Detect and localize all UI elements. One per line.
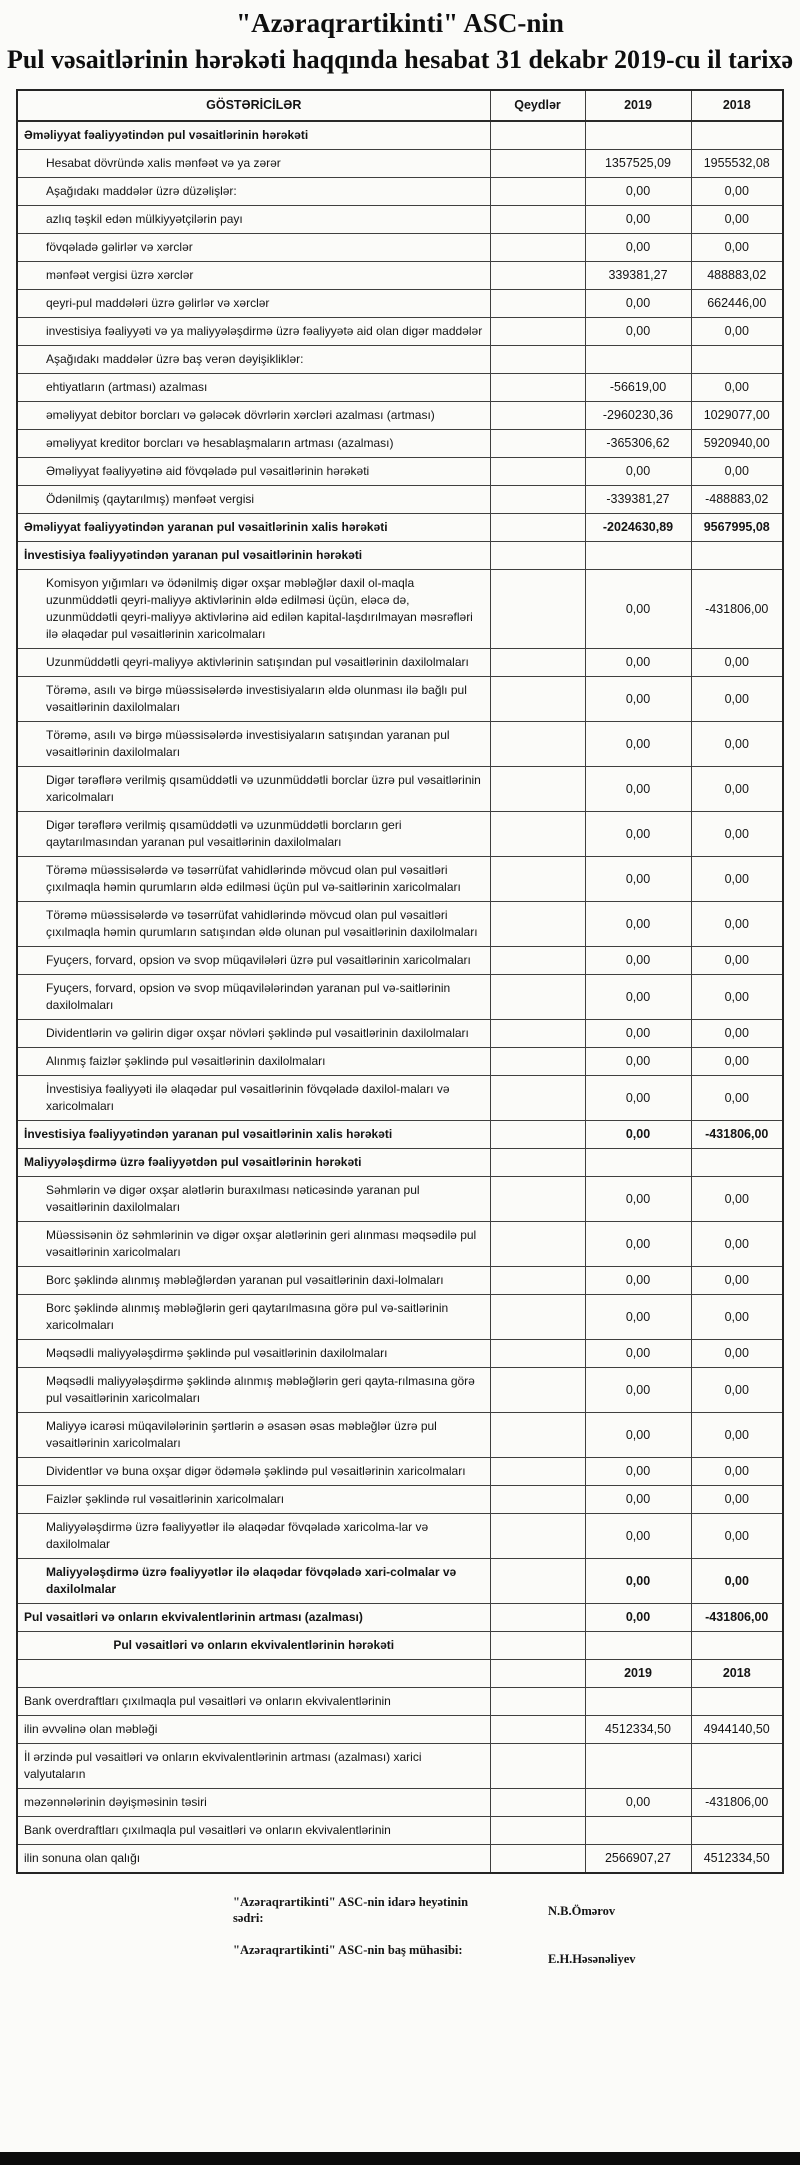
row-value-2019: -2960230,36 [585, 402, 691, 430]
row-value-2018: 4944140,50 [691, 1716, 783, 1744]
cash-flow-table [16, 89, 784, 1874]
row-value-2019: 0,00 [585, 975, 691, 1020]
row-value-2019: 0,00 [585, 206, 691, 234]
row-value-2018: -431806,00 [691, 1604, 783, 1632]
table-row [17, 1413, 783, 1458]
row-value-2018: 0,00 [691, 812, 783, 857]
row-value-2019: 4512334,50 [585, 1716, 691, 1744]
row-note-value [490, 677, 585, 722]
row-value-2019: 0,00 [585, 1121, 691, 1149]
row-value-2019: 339381,27 [585, 262, 691, 290]
row-note-value [490, 402, 585, 430]
row-indicator-label: mənfəət vergisi üzrə xərclər [17, 262, 490, 290]
row-value-2019 [585, 1744, 691, 1789]
row-note-value [490, 234, 585, 262]
table-row [17, 767, 783, 812]
row-note-value [490, 1660, 585, 1688]
signature-row-chairman [233, 1894, 800, 1926]
row-value-2019: 1357525,09 [585, 150, 691, 178]
row-indicator-label: Törəmə, asılı və birgə müəssisələrdə investisiyaların əldə olunması ilə bağlı pul vəsaitlərinin daxilolmaları [17, 677, 490, 722]
table-row [17, 318, 783, 346]
row-note-value [490, 1817, 585, 1845]
row-value-2019 [585, 1632, 691, 1660]
row-note-value [490, 767, 585, 812]
row-value-2019: 0,00 [585, 857, 691, 902]
row-note-value [490, 1845, 585, 1874]
row-indicator-label: əməliyyat kreditor borcları və hesablaşmaların artması (azalması) [17, 430, 490, 458]
table-row [17, 1340, 783, 1368]
row-note-value [490, 514, 585, 542]
table-row [17, 1295, 783, 1340]
accountant-name: E.H.Həsənəliyev [548, 1952, 636, 1966]
row-note-value [490, 975, 585, 1020]
row-value-2019: 0,00 [585, 1368, 691, 1413]
row-value-2018 [691, 542, 783, 570]
table-row [17, 1486, 783, 1514]
row-note-value [490, 1177, 585, 1222]
table-row [17, 1267, 783, 1295]
row-value-2019: 0,00 [585, 1295, 691, 1340]
row-indicator-label: Digər tərəflərə verilmiş qısamüddətli və uzunmüddətli borcların geri qaytarılmasından yaranan pul vəsaitlərinin daxilolmaları [17, 812, 490, 857]
table-row [17, 458, 783, 486]
row-indicator-label: Əməliyyat fəaliyyətindən yaranan pul vəsaitlərinin xalis hərəkəti [17, 514, 490, 542]
row-value-2018: 5920940,00 [691, 430, 783, 458]
row-value-2018: 0,00 [691, 767, 783, 812]
table-row [17, 722, 783, 767]
table-row [17, 1177, 783, 1222]
row-value-2019: 0,00 [585, 1177, 691, 1222]
row-note-value [490, 1020, 585, 1048]
row-note-value [490, 649, 585, 677]
row-note-value [490, 1716, 585, 1744]
table-row [17, 514, 783, 542]
row-note-value [490, 1121, 585, 1149]
row-note-value [490, 1340, 585, 1368]
row-note-value [490, 812, 585, 857]
row-note-value [490, 206, 585, 234]
row-note-value [490, 857, 585, 902]
row-value-2018: 0,00 [691, 458, 783, 486]
row-indicator-label: ilin sonuna olan qalığı [17, 1845, 490, 1874]
row-indicator-label: Dividentlər və buna oxşar digər ödəmələ şəklində pul vəsaitlərinin xaricolmaları [17, 1458, 490, 1486]
row-note-value [490, 1744, 585, 1789]
row-note-value [490, 1295, 585, 1340]
table-row [17, 1559, 783, 1604]
row-note-value [490, 570, 585, 649]
row-note-value [490, 1514, 585, 1559]
table-row [17, 1048, 783, 1076]
table-row [17, 1020, 783, 1048]
table-row [17, 1789, 783, 1817]
row-value-2018 [691, 1688, 783, 1716]
row-value-2018: 0,00 [691, 1267, 783, 1295]
row-value-2018: 0,00 [691, 1076, 783, 1121]
row-value-2019 [585, 542, 691, 570]
row-indicator-label: Aşağıdakı maddələr üzrə baş verən dəyişikliklər: [17, 346, 490, 374]
row-value-2019: 0,00 [585, 1789, 691, 1817]
row-note-value [490, 947, 585, 975]
row-note-value [490, 722, 585, 767]
row-note-value [490, 1149, 585, 1177]
row-note-value [490, 1368, 585, 1413]
row-value-2018: 0,00 [691, 234, 783, 262]
table-row [17, 1514, 783, 1559]
row-indicator-label: İnvestisiya fəaliyyəti ilə əlaqədar pul vəsaitlərinin fövqəladə daxilol-maları və xaricolmaları [17, 1076, 490, 1121]
chairman-label: "Azəraqrartikinti" ASC-nin idarə heyətinin sədri: [233, 1895, 469, 1925]
row-note-value [490, 121, 585, 150]
table-row [17, 1222, 783, 1267]
row-value-2019: 0,00 [585, 1267, 691, 1295]
row-value-2019: 0,00 [585, 1020, 691, 1048]
row-value-2019 [585, 1817, 691, 1845]
row-note-value [490, 1789, 585, 1817]
table-row [17, 1744, 783, 1789]
table-row [17, 262, 783, 290]
row-indicator-label: Səhmlərin və digər oxşar alətlərin buraxılması nəticəsində yaranan pul vəsaitlərinin daxilolmaları [17, 1177, 490, 1222]
row-value-2018: -488883,02 [691, 486, 783, 514]
row-value-2019: 0,00 [585, 767, 691, 812]
column-header-indicators: GÖSTƏRİCİLƏR [17, 90, 490, 121]
row-value-2018: 0,00 [691, 1048, 783, 1076]
row-value-2018: 0,00 [691, 1020, 783, 1048]
report-subtitle: Pul vəsaitlərinin hərəkəti haqqında hesabat 31 dekabr 2019-cu il tarixə [6, 45, 794, 74]
row-note-value [490, 902, 585, 947]
row-note-value [490, 1604, 585, 1632]
row-indicator-label: Maliyyələşdirmə üzrə fəaliyyətdən pul vəsaitlərinin hərəkəti [17, 1149, 490, 1177]
table-row [17, 1604, 783, 1632]
row-value-2019: 0,00 [585, 1486, 691, 1514]
row-value-2018: -431806,00 [691, 1789, 783, 1817]
row-value-2018: 0,00 [691, 374, 783, 402]
table-row [17, 1368, 783, 1413]
row-indicator-label: fövqəladə gəlirlər və xərclər [17, 234, 490, 262]
row-value-2019: 0,00 [585, 234, 691, 262]
row-value-2019: 0,00 [585, 1413, 691, 1458]
row-value-2019: 0,00 [585, 1559, 691, 1604]
row-indicator-label: Maliyyələşdirmə üzrə fəaliyyətlər ilə əlaqədar fövqəladə xaricolma-lar və daxilolmalar [17, 1514, 490, 1559]
row-value-2019 [585, 346, 691, 374]
table-row [17, 1817, 783, 1845]
signature-row-accountant [233, 1942, 800, 1967]
row-value-2018: 1029077,00 [691, 402, 783, 430]
row-indicator-label: Məqsədli maliyyələşdirmə şəklində pul vəsaitlərinin daxilolmaları [17, 1340, 490, 1368]
row-value-2018: 0,00 [691, 902, 783, 947]
row-value-2019: 0,00 [585, 677, 691, 722]
row-indicator-label: Ödənilmiş (qaytarılmış) mənfəət vergisi [17, 486, 490, 514]
table-row [17, 402, 783, 430]
row-value-2019: -365306,62 [585, 430, 691, 458]
row-value-2018: 2018 [691, 1660, 783, 1688]
table-row [17, 178, 783, 206]
company-name-title: "Azəraqrartikinti" ASC-nin [236, 8, 564, 38]
row-indicator-label: İl ərzində pul vəsaitləri və onların ekvivalentlərinin artması (azalması) xarici valyutaların [17, 1744, 490, 1789]
row-indicator-label [17, 1660, 490, 1688]
row-value-2018 [691, 1632, 783, 1660]
row-note-value [490, 1222, 585, 1267]
column-header-notes: Qeydlər [490, 90, 585, 121]
row-note-value [490, 290, 585, 318]
row-indicator-label: Alınmış faizlər şəklində pul vəsaitlərinin daxilolmaları [17, 1048, 490, 1076]
row-indicator-label: qeyri-pul maddələri üzrə gəlirlər və xərclər [17, 290, 490, 318]
row-value-2018: 0,00 [691, 1413, 783, 1458]
table-row [17, 374, 783, 402]
row-indicator-label: Pul vəsaitləri və onların ekvivalentlərinin hərəkəti [17, 1632, 490, 1660]
row-value-2019: 0,00 [585, 1340, 691, 1368]
table-row [17, 486, 783, 514]
row-note-value [490, 374, 585, 402]
row-value-2019: 0,00 [585, 1604, 691, 1632]
row-value-2018: 0,00 [691, 1177, 783, 1222]
row-value-2018: 0,00 [691, 1340, 783, 1368]
table-row [17, 150, 783, 178]
signature-block [233, 1894, 800, 1967]
row-indicator-label: Fyuçers, forvard, opsion və svop müqavilələrindən yaranan pul və-saitlərinin daxilolmaları [17, 975, 490, 1020]
row-value-2018: 0,00 [691, 857, 783, 902]
table-row [17, 857, 783, 902]
row-value-2018: 0,00 [691, 1458, 783, 1486]
row-value-2019: 0,00 [585, 178, 691, 206]
row-value-2018: 0,00 [691, 649, 783, 677]
row-value-2018: 488883,02 [691, 262, 783, 290]
row-value-2019: 0,00 [585, 1514, 691, 1559]
row-value-2018: 0,00 [691, 677, 783, 722]
row-note-value [490, 1413, 585, 1458]
chairman-name: N.B.Ömərov [548, 1904, 616, 1918]
row-value-2018: 0,00 [691, 1486, 783, 1514]
accountant-label: "Azəraqrartikinti" ASC-nin baş mühasibi: [233, 1943, 463, 1957]
row-indicator-label: investisiya fəaliyyəti və ya maliyyələşdirmə üzrə fəaliyyətə aid olan digər maddələr [17, 318, 490, 346]
row-note-value [490, 150, 585, 178]
row-indicator-label: Dividentlərin və gəlirin digər oxşar növləri şəklində pul vəsaitlərinin daxilolmaları [17, 1020, 490, 1048]
row-value-2018 [691, 1149, 783, 1177]
row-value-2018: 0,00 [691, 1368, 783, 1413]
row-indicator-label: əməliyyat debitor borcları və gələcək dövrlərin xərcləri azalması (artması) [17, 402, 490, 430]
row-note-value [490, 1632, 585, 1660]
table-row [17, 902, 783, 947]
column-header-2018: 2018 [691, 90, 783, 121]
row-value-2018: 0,00 [691, 722, 783, 767]
table-row [17, 1716, 783, 1744]
row-indicator-label: Borc şəklində alınmış məbləğlərdən yaranan pul vəsaitlərinin daxi-lolmaları [17, 1267, 490, 1295]
row-indicator-label: azlıq təşkil edən mülkiyyətçilərin payı [17, 206, 490, 234]
row-indicator-label: Törəmə müəssisələrdə və təsərrüfat vahidlərində mövcud olan pul vəsaitləri çıxılmaqla həmin qurumların əldə edilməsi üçün pul və-saitlərinin xaricolmaları [17, 857, 490, 902]
table-row [17, 346, 783, 374]
row-value-2018: 0,00 [691, 947, 783, 975]
row-value-2019: 2019 [585, 1660, 691, 1688]
table-row [17, 206, 783, 234]
row-note-value [490, 542, 585, 570]
table-row [17, 1149, 783, 1177]
table-row [17, 812, 783, 857]
row-note-value [490, 1559, 585, 1604]
row-indicator-label: Uzunmüddətli qeyri-maliyyə aktivlərinin satışından pul vəsaitlərinin daxilolmaları [17, 649, 490, 677]
row-value-2018: 0,00 [691, 1295, 783, 1340]
row-indicator-label: Komisyon yığımları və ödənilmiş digər oxşar məbləğlər daxil ol-maqla uzunmüddətli qeyri-maliyyə aktivlərinin əldə edilməsi üçün, eləcə də, uzunmüddətli qeyri-maliyyə aktivlərinə aid edilən kapital-laşdırılmayan məsrəfləri ilə əlaqədar pul vəsaitlərinin xaricolmaları [17, 570, 490, 649]
row-value-2018: 0,00 [691, 1559, 783, 1604]
table-row [17, 1458, 783, 1486]
row-indicator-label: məzənnələrinin dəyişməsinin təsiri [17, 1789, 490, 1817]
table-row [17, 290, 783, 318]
row-note-value [490, 262, 585, 290]
table-row [17, 975, 783, 1020]
row-indicator-label: ehtiyatların (artması) azalması [17, 374, 490, 402]
row-indicator-label: Pul vəsaitləri və onların ekvivalentlərinin artması (azalması) [17, 1604, 490, 1632]
table-row [17, 1076, 783, 1121]
row-note-value [490, 178, 585, 206]
row-value-2019: -56619,00 [585, 374, 691, 402]
row-note-value [490, 1076, 585, 1121]
table-row [17, 1845, 783, 1874]
row-value-2019: -2024630,89 [585, 514, 691, 542]
row-value-2018: -431806,00 [691, 570, 783, 649]
row-value-2018: 0,00 [691, 206, 783, 234]
row-value-2019 [585, 1688, 691, 1716]
row-indicator-label: Maliyyələşdirmə üzrə fəaliyyətlər ilə əlaqədar fövqəladə xari-colmalar və daxilolmalar [17, 1559, 490, 1604]
row-note-value [490, 1048, 585, 1076]
row-indicator-label: Müəssisənin öz səhmlərinin və digər oxşar alətlərinin geri alınması məqsədilə pul vəsaitlərinin xaricolmaları [17, 1222, 490, 1267]
table-row [17, 234, 783, 262]
table-row [17, 947, 783, 975]
row-value-2019: 0,00 [585, 1048, 691, 1076]
row-value-2018: -431806,00 [691, 1121, 783, 1149]
row-indicator-label: Digər tərəflərə verilmiş qısamüddətli və uzunmüddətli borclar üzrə pul vəsaitlərinin xaricolmaları [17, 767, 490, 812]
row-value-2019: 0,00 [585, 1076, 691, 1121]
row-value-2019: 0,00 [585, 290, 691, 318]
row-note-value [490, 1458, 585, 1486]
row-note-value [490, 486, 585, 514]
row-value-2018: 1955532,08 [691, 150, 783, 178]
row-note-value [490, 1486, 585, 1514]
row-indicator-label: İnvestisiya fəaliyyətindən yaranan pul vəsaitlərinin xalis hərəkəti [17, 1121, 490, 1149]
row-indicator-label: Əməliyyat fəaliyyətindən pul vəsaitlərinin hərəkəti [17, 121, 490, 150]
table-row [17, 121, 783, 150]
row-value-2019: 0,00 [585, 570, 691, 649]
row-indicator-label: Bank overdraftları çıxılmaqla pul vəsaitləri və onların ekvivalentlərinin [17, 1688, 490, 1716]
row-value-2019: -339381,27 [585, 486, 691, 514]
row-note-value [490, 318, 585, 346]
table-row [17, 1632, 783, 1660]
scan-bottom-bar [0, 2152, 800, 2165]
row-indicator-label: İnvestisiya fəaliyyətindən yaranan pul vəsaitlərinin hərəkəti [17, 542, 490, 570]
row-value-2019: 0,00 [585, 902, 691, 947]
table-row [17, 430, 783, 458]
row-indicator-label: Borc şəklində alınmış məbləğlərin geri qaytarılmasına görə pul və-saitlərinin xaricolmaları [17, 1295, 490, 1340]
row-value-2018: 0,00 [691, 1222, 783, 1267]
row-value-2018 [691, 1817, 783, 1845]
row-note-value [490, 1267, 585, 1295]
row-note-value [490, 1688, 585, 1716]
report-title [0, 0, 800, 80]
table-row [17, 1688, 783, 1716]
table-row [17, 570, 783, 649]
row-value-2019: 0,00 [585, 1458, 691, 1486]
row-value-2019: 0,00 [585, 318, 691, 346]
row-value-2018: 4512334,50 [691, 1845, 783, 1874]
row-value-2019 [585, 1149, 691, 1177]
table-row [17, 1121, 783, 1149]
row-value-2018: 0,00 [691, 178, 783, 206]
row-value-2019: 0,00 [585, 1222, 691, 1267]
row-indicator-label: Maliyyə icarəsi müqavilələrinin şərtlərin ə əsasən əsas məbləğlər üzrə pul vəsaitlərinin xaricolmaları [17, 1413, 490, 1458]
row-value-2018 [691, 1744, 783, 1789]
row-value-2019: 0,00 [585, 947, 691, 975]
row-value-2019: 0,00 [585, 722, 691, 767]
row-indicator-label: ilin əvvəlinə olan məbləği [17, 1716, 490, 1744]
row-value-2018: 0,00 [691, 975, 783, 1020]
row-value-2019: 0,00 [585, 649, 691, 677]
row-value-2018: 662446,00 [691, 290, 783, 318]
table-row [17, 649, 783, 677]
row-value-2018: 0,00 [691, 1514, 783, 1559]
table-header-row [17, 90, 783, 121]
row-indicator-label: Aşağıdakı maddələr üzrə düzəlişlər: [17, 178, 490, 206]
row-indicator-label: Hesabat dövründə xalis mənfəət və ya zərər [17, 150, 490, 178]
row-indicator-label: Faizlər şəklində rul vəsaitlərinin xaricolmaları [17, 1486, 490, 1514]
row-value-2019 [585, 121, 691, 150]
row-value-2018 [691, 121, 783, 150]
row-note-value [490, 346, 585, 374]
row-value-2019: 0,00 [585, 458, 691, 486]
table-row [17, 1660, 783, 1688]
row-indicator-label: Bank overdraftları çıxılmaqla pul vəsaitləri və onların ekvivalentlərinin [17, 1817, 490, 1845]
row-indicator-label: Məqsədli maliyyələşdirmə şəklində alınmış məbləğlərin geri qayta-rılmasına görə pul vəsaitlərinin xaricolmaları [17, 1368, 490, 1413]
row-value-2019: 0,00 [585, 812, 691, 857]
row-indicator-label: Fyuçers, forvard, opsion və svop müqavilələri üzrə pul vəsaitlərinin xaricolmaları [17, 947, 490, 975]
column-header-2019: 2019 [585, 90, 691, 121]
row-note-value [490, 458, 585, 486]
row-note-value [490, 430, 585, 458]
row-value-2018: 0,00 [691, 318, 783, 346]
row-indicator-label: Əməliyyat fəaliyyətinə aid fövqəladə pul vəsaitlərinin hərəkəti [17, 458, 490, 486]
table-row [17, 677, 783, 722]
row-indicator-label: Törəmə, asılı və birgə müəssisələrdə investisiyaların satışından yaranan pul vəsaitlərinin daxilolmaları [17, 722, 490, 767]
row-value-2018: 9567995,08 [691, 514, 783, 542]
table-row [17, 542, 783, 570]
row-value-2019: 2566907,27 [585, 1845, 691, 1874]
row-value-2018 [691, 346, 783, 374]
row-indicator-label: Törəmə müəssisələrdə və təsərrüfat vahidlərində mövcud olan pul vəsaitləri çıxılmaqla həmin qurumların satışından əldə olunan pul vəsaitlərinin daxilolmaları [17, 902, 490, 947]
